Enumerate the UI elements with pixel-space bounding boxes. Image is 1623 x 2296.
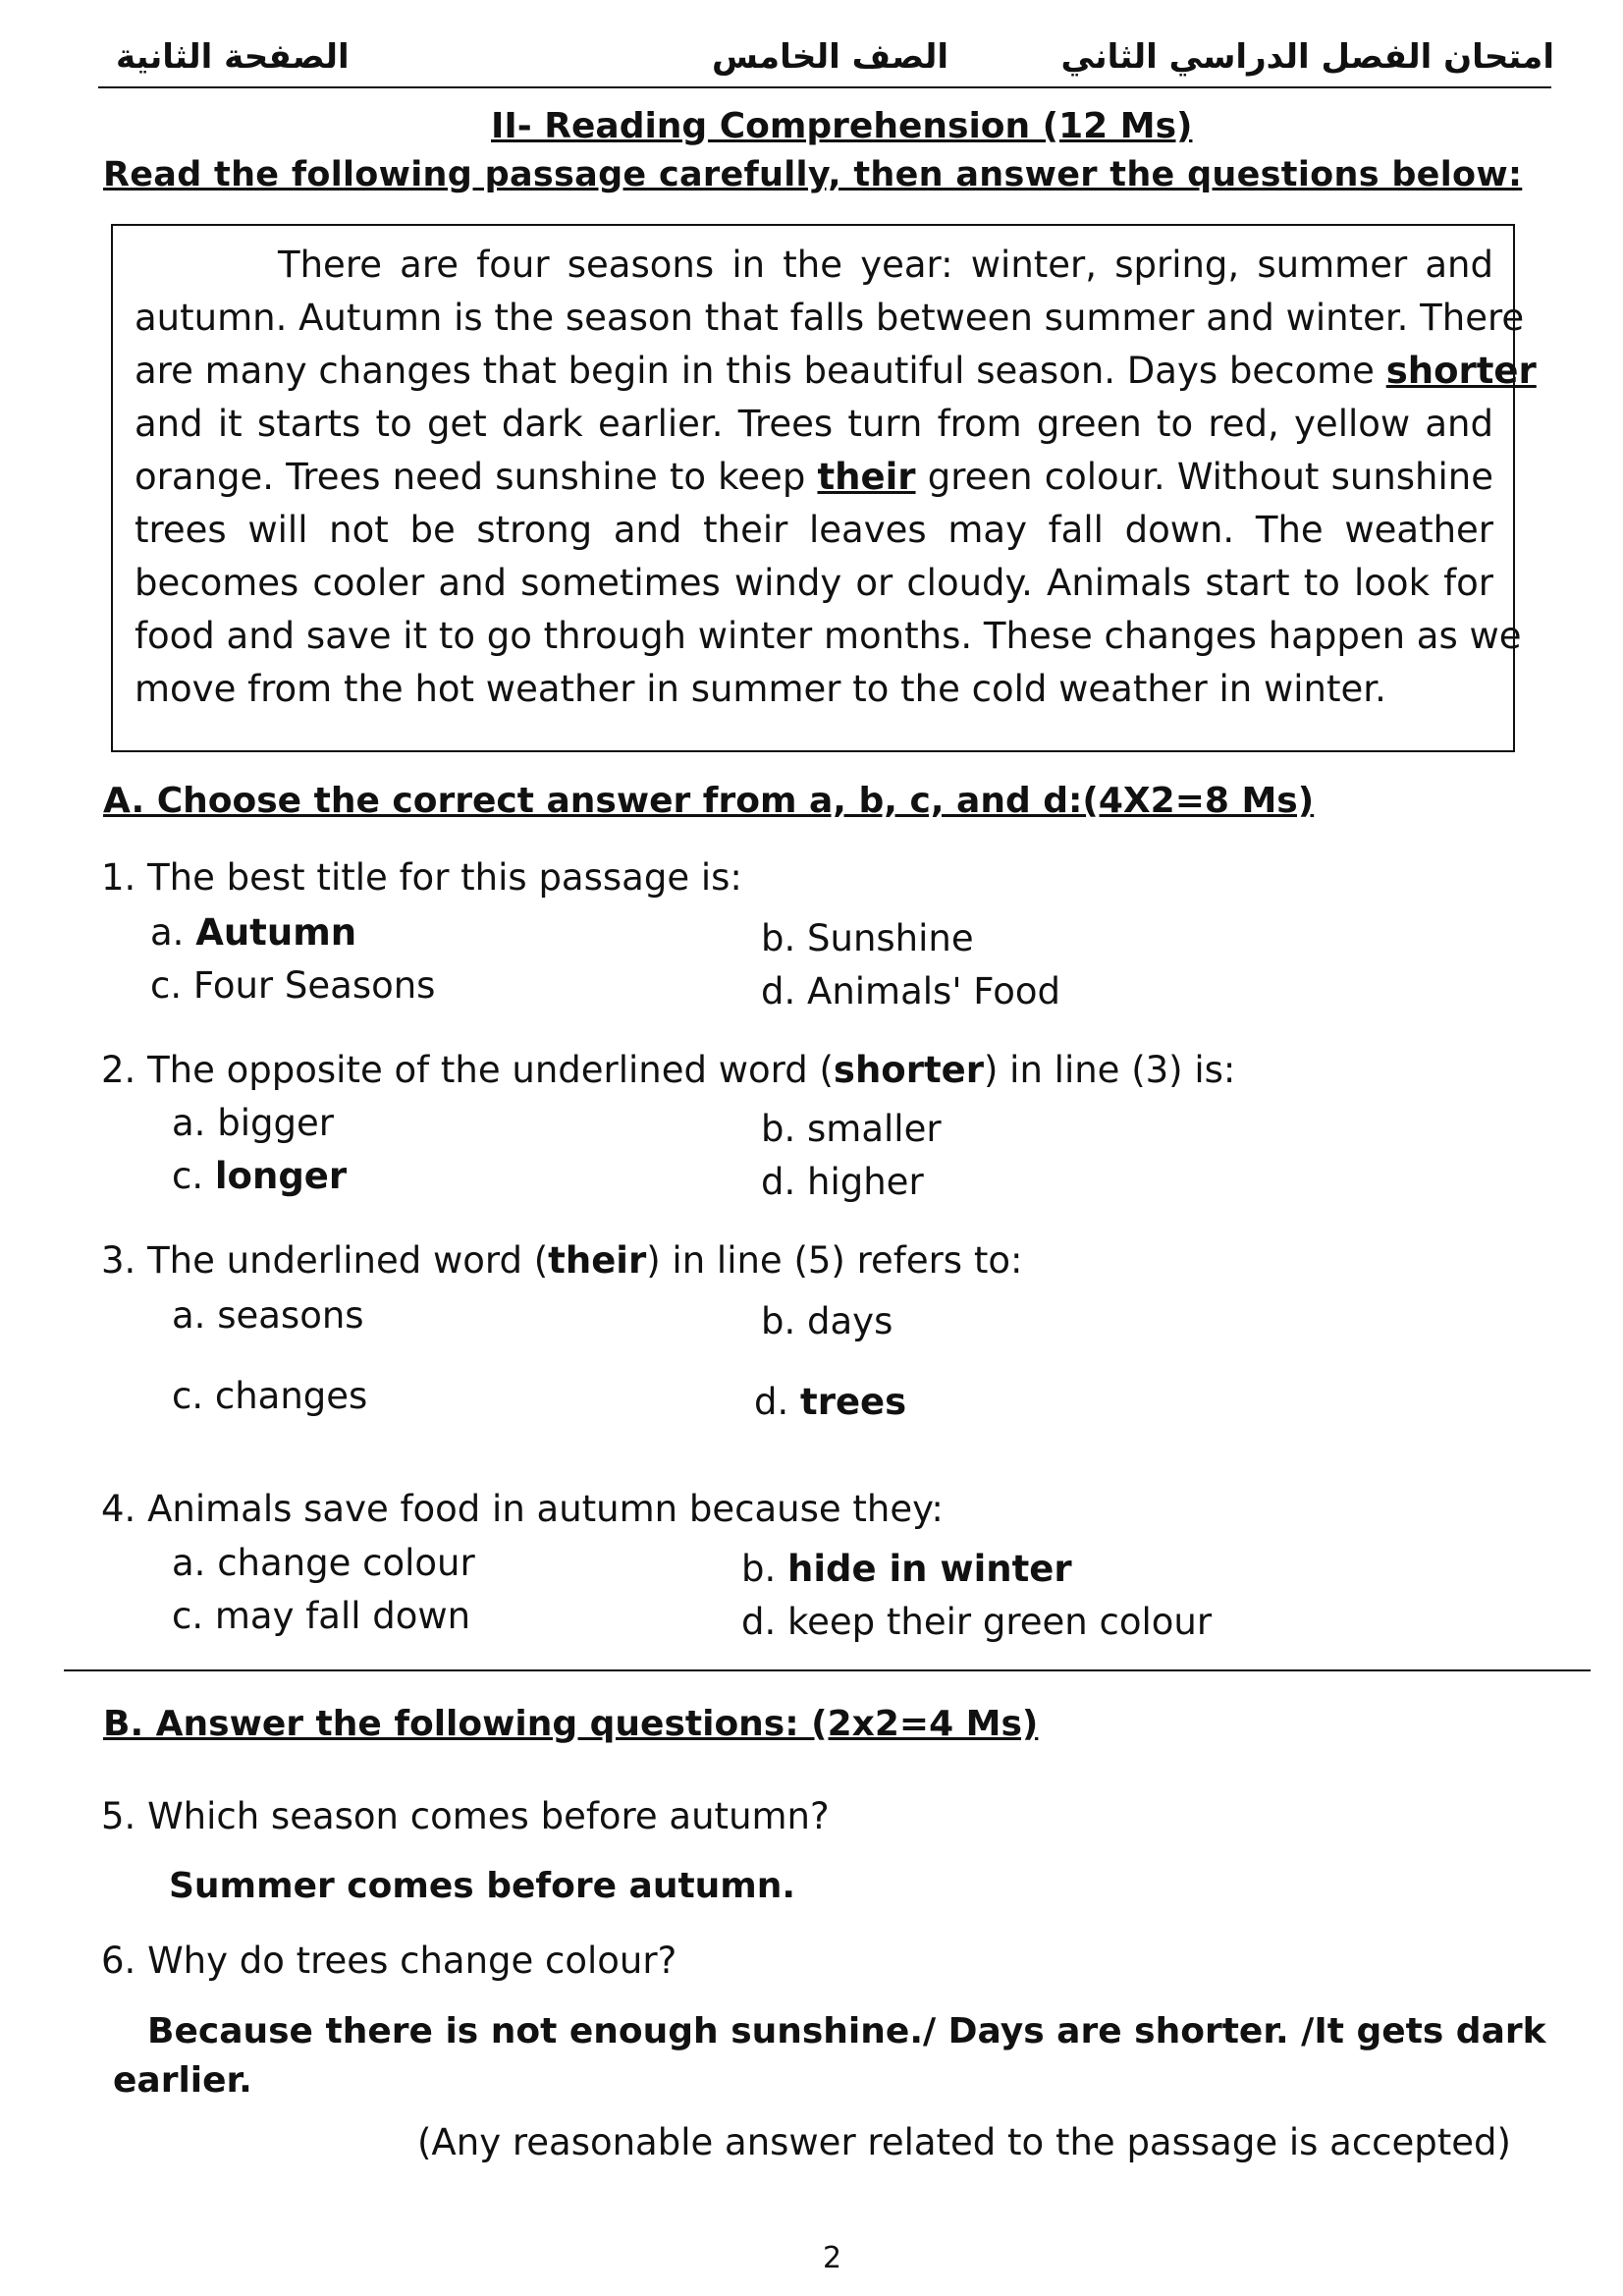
q2-option-a-text: bigger — [217, 1102, 334, 1144]
grading-note: (Any reasonable answer related to the passage is accepted) — [417, 2121, 1511, 2163]
q3-option-d-letter: d. — [754, 1381, 789, 1423]
q3-option-d-text: trees — [800, 1381, 907, 1423]
passage-line-2: autumn. Autumn is the season that falls between summer and winter. There — [135, 297, 1525, 339]
q3-option-c-text: changes — [214, 1375, 368, 1417]
q2-prompt-after: ) in line (3) is: — [983, 1049, 1236, 1091]
q2-option-a — [172, 1102, 334, 1144]
question-4: 4. Animals save food in autumn because they: — [101, 1488, 944, 1530]
q1-option-a-text: Autumn — [195, 911, 357, 954]
q3-option-a-letter: a. — [172, 1294, 206, 1337]
q2-option-b-letter: b. — [761, 1108, 796, 1150]
exam-title-header: امتحان الفصل الدراسي الثاني — [1060, 37, 1554, 77]
question-6: 6. Why do trees change colour? — [101, 1940, 677, 1982]
q3-prompt-before: 3. The underlined word ( — [101, 1239, 549, 1282]
q3-option-c-letter: c. — [172, 1375, 204, 1417]
q4-option-a-text: change colour — [217, 1542, 475, 1584]
q3-option-b-text: days — [807, 1300, 893, 1342]
q4-option-a-letter: a. — [172, 1542, 206, 1584]
passage-line-3 — [135, 350, 1537, 393]
q1-option-b-text: Sunshine — [807, 917, 974, 959]
header-rule — [98, 86, 1551, 88]
section-title: II- Reading Comprehension (12 Ms) — [491, 106, 1193, 146]
passage-line-7: becomes cooler and sometimes windy or cloudy. Animals start to look for — [135, 562, 1493, 604]
q2-option-d — [761, 1161, 924, 1203]
question-5: 5. Which season comes before autumn? — [101, 1795, 830, 1837]
q2-option-a-letter: a. — [172, 1102, 206, 1144]
q1-option-c — [150, 964, 435, 1007]
page-label-header: الصفحة الثانية — [116, 37, 350, 77]
passage-line-9: move from the hot weather in summer to the cold weather in winter. — [135, 668, 1386, 710]
q3-option-c — [172, 1375, 367, 1417]
q4-option-b — [741, 1548, 1072, 1590]
q2-option-c-text: longer — [214, 1155, 348, 1197]
q4-option-c-letter: c. — [172, 1595, 204, 1637]
q3-option-b — [761, 1300, 893, 1342]
q2-option-d-letter: d. — [761, 1161, 796, 1203]
q4-option-d — [741, 1601, 1212, 1643]
passage-line-5 — [135, 456, 1493, 499]
q3-option-b-letter: b. — [761, 1300, 796, 1342]
q1-option-a-letter: a. — [150, 911, 185, 954]
section-divider — [64, 1669, 1591, 1671]
q1-option-c-text: Four Seasons — [192, 964, 436, 1007]
answer-6-line-1: Because there is not enough sunshine./ Days are shorter. /It gets dark — [147, 2011, 1546, 2051]
passage-line-6: trees will not be strong and their leaves may fall down. The weather — [135, 509, 1493, 551]
passage-line-4: and it starts to get dark earlier. Trees turn from green to red, yellow and — [135, 403, 1493, 445]
underlined-word-their: their — [817, 456, 916, 498]
q4-option-b-letter: b. — [741, 1548, 777, 1590]
q1-option-d-letter: d. — [761, 970, 796, 1012]
underlined-word-shorter: shorter — [1385, 350, 1537, 392]
q4-option-c — [172, 1595, 470, 1637]
q1-option-b-letter: b. — [761, 917, 796, 959]
passage-line-1: There are four seasons in the year: winter, spring, summer and — [278, 244, 1493, 286]
q1-option-a — [150, 911, 356, 954]
q3-option-d — [754, 1381, 906, 1423]
q3-prompt-keyword: their — [548, 1239, 647, 1282]
q1-option-d — [761, 970, 1060, 1012]
passage-line-5-before: orange. Trees need sunshine to keep — [135, 456, 806, 498]
q2-option-d-text: higher — [807, 1161, 924, 1203]
q1-option-b — [761, 917, 974, 959]
passage-line-3-text: are many changes that begin in this beautiful season. Days become — [135, 350, 1375, 392]
q2-option-b — [761, 1108, 942, 1150]
part-a-title: A. Choose the correct answer from a, b, c, and d:(4X2=8 Ms) — [103, 781, 1315, 821]
q4-option-d-text: keep their green colour — [787, 1601, 1213, 1643]
q1-option-d-text: Animals' Food — [807, 970, 1060, 1012]
q3-option-a-text: seasons — [217, 1294, 364, 1337]
q4-option-b-text: hide in winter — [787, 1548, 1072, 1590]
grade-header: الصف الخامس — [712, 37, 949, 77]
q2-option-b-text: smaller — [807, 1108, 942, 1150]
q3-prompt-after: ) in line (5) refers to: — [646, 1239, 1023, 1282]
q3-option-a — [172, 1294, 364, 1337]
question-2 — [101, 1049, 1235, 1091]
answer-6-line-2: earlier. — [113, 2060, 252, 2101]
q1-option-c-letter: c. — [150, 964, 183, 1007]
page-number: 2 — [823, 2241, 842, 2275]
q4-option-c-text: may fall down — [214, 1595, 471, 1637]
passage-line-5-after: green colour. Without sunshine — [927, 456, 1493, 498]
q2-option-c-letter: c. — [172, 1155, 204, 1197]
q2-prompt-before: 2. The opposite of the underlined word ( — [101, 1049, 834, 1091]
answer-5: Summer comes before autumn. — [169, 1866, 796, 1906]
q2-option-c — [172, 1155, 347, 1197]
passage-line-8: food and save it to go through winter months. These changes happen as we — [135, 615, 1522, 657]
question-1: 1. The best title for this passage is: — [101, 856, 742, 899]
q4-option-a — [172, 1542, 475, 1584]
question-3 — [101, 1239, 1022, 1282]
q4-option-d-letter: d. — [741, 1601, 777, 1643]
q2-prompt-keyword: shorter — [833, 1049, 984, 1091]
part-b-title: B. Answer the following questions: (2x2=4 Ms) — [103, 1704, 1039, 1744]
passage-box — [111, 224, 1537, 752]
instruction-text: Read the following passage carefully, then answer the questions below: — [103, 155, 1523, 194]
